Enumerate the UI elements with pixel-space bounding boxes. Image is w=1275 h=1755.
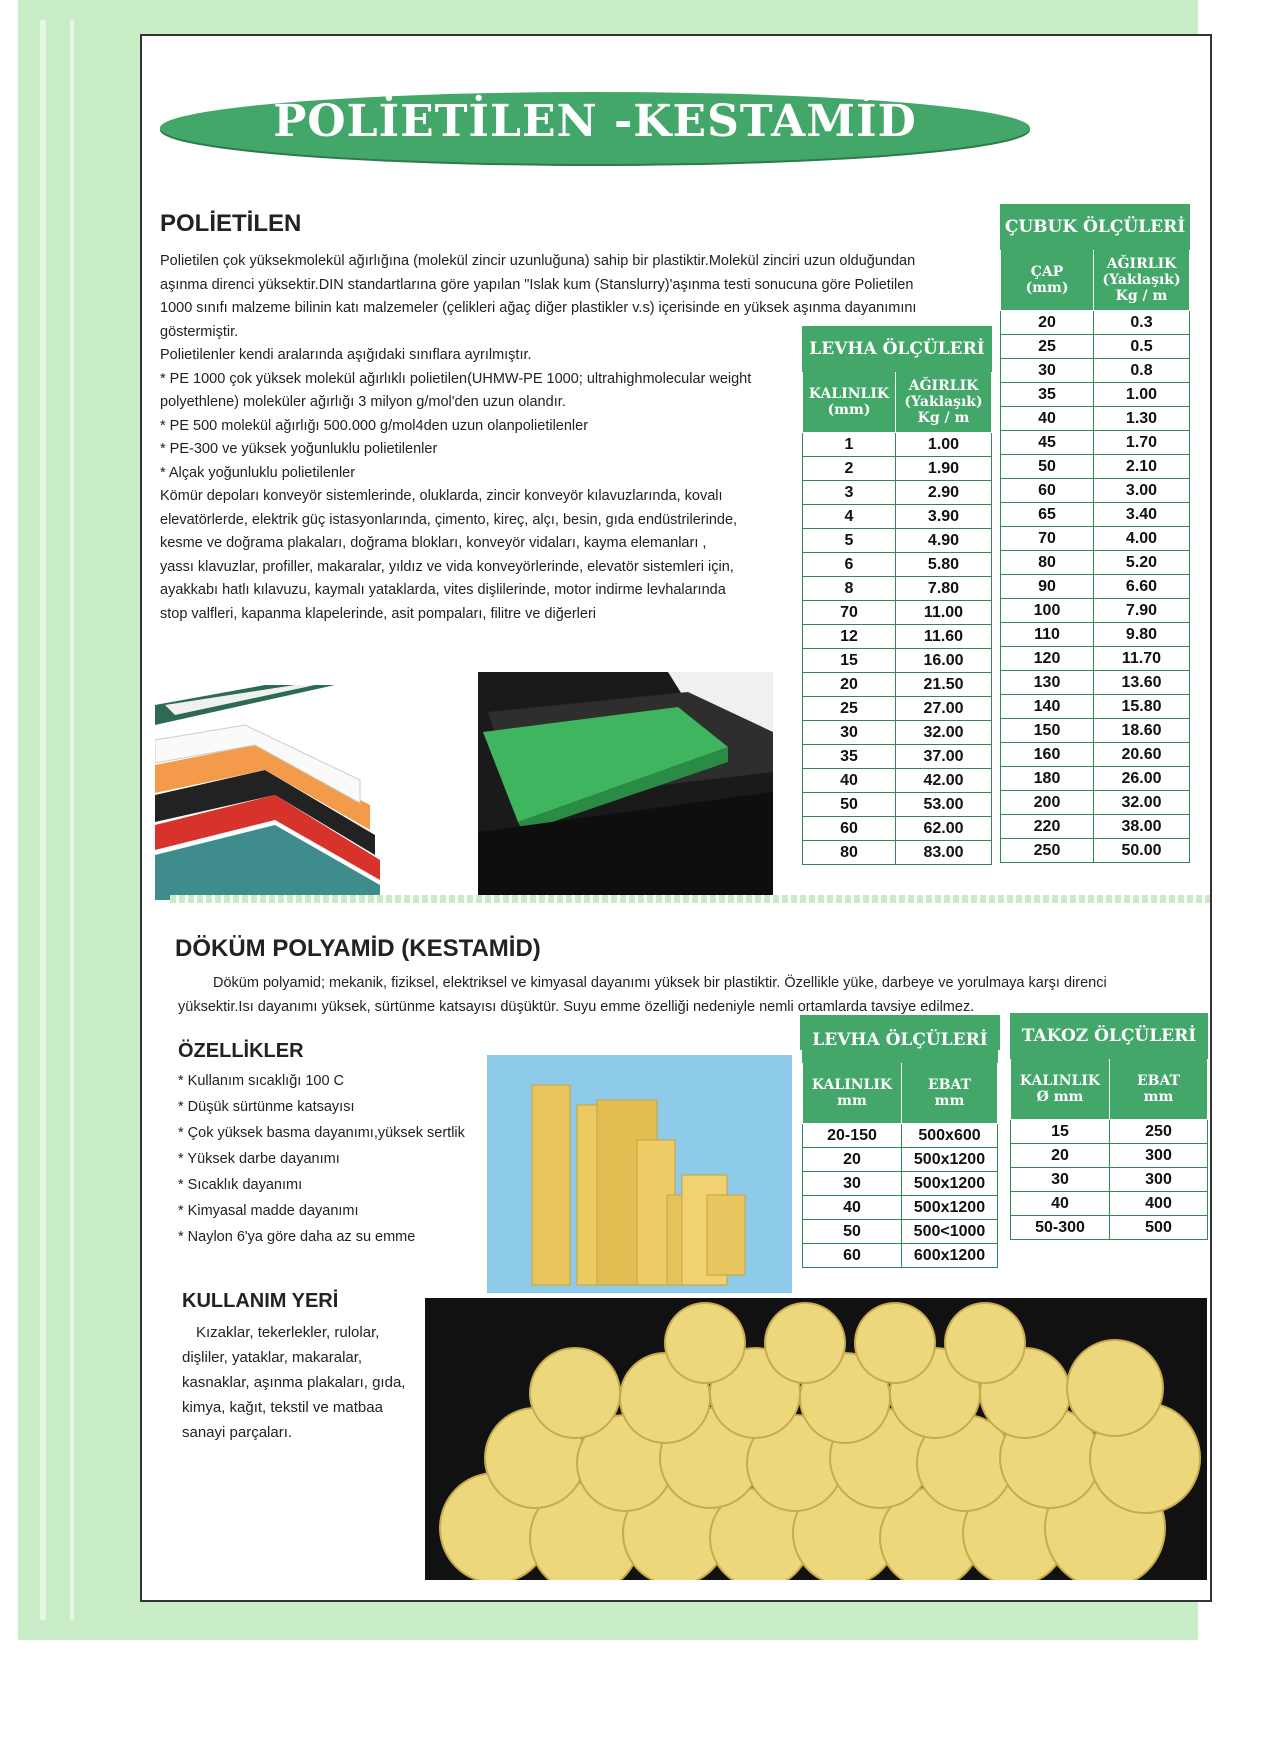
header-line: AĞIRLIK [908,378,979,394]
table-row [1011,1144,1208,1168]
usage-heading: KULLANIM YERİ [182,1290,339,1312]
table-cell: 200 [1001,791,1094,815]
table-cell: 5.80 [896,553,992,577]
text-line: sanayi parçaları. [182,1424,293,1441]
cylinder-end [1067,1340,1163,1436]
text-line: ayakkabı hatlı kılavuzu, kaymalı yataklarda, vites dişlilerinde, motor indirme levhalarında [160,582,726,598]
table-row [1001,551,1190,575]
column-header [1001,250,1094,311]
text-line: Kömür depoları konveyör sistemlerinde, oluklarda, zincir konveyör kılavuzlarında, kovalı [160,488,723,504]
header-line: (Yaklaşık) [1102,272,1181,288]
table-cell: 500 [1110,1216,1208,1240]
table-cell: 7.80 [896,577,992,601]
table-row [803,817,992,841]
header-line: (mm) [827,402,871,418]
table-row [803,1148,998,1172]
cylinder-end [530,1348,620,1438]
table-cell: 60 [803,817,896,841]
text-line: elevatörlerde, elektrik güç istasyonlarında, çimento, kireç, alçı, besin, gıda endüstrilerinde, [160,511,738,528]
table-cell: 0.8 [1094,359,1190,383]
text-line: kesme ve doğrama plakaları, doğrama blokları, konveyör vidaları, kayma elemanları , [160,535,707,551]
table-cell: 30 [803,721,896,745]
header-line: KALINLIK [1019,1073,1101,1089]
header-line: Ø mm [1036,1089,1084,1105]
table-row [803,553,992,577]
table-cell: 32.00 [1094,791,1190,815]
table-row [803,841,992,865]
table-cell: 35 [1001,383,1094,407]
table-cell: 0.5 [1094,335,1190,359]
table-row [803,625,992,649]
table-cell: 50.00 [1094,839,1190,863]
table-row [803,1172,998,1196]
pe-green-sheet-photo [478,672,773,897]
text-line: Kızaklar, tekerlekler, rulolar, [196,1324,380,1341]
table-cell: 1.90 [896,457,992,481]
table-row [1001,743,1190,767]
column-header [803,1063,902,1124]
table-cell: 80 [1001,551,1094,575]
text-line: aşınma direnci yüksektir.DIN standartlarına göre yapılan "Islak kum (Stanslurry)'aşınma testi sonucuna göre Polietilen [160,276,914,293]
page-edge [40,20,46,1620]
table-cell: 20.60 [1094,743,1190,767]
table-caption: LEVHA ÖLÇÜLERİ [803,327,992,372]
table-row [1001,527,1190,551]
table-cell: 6.60 [1094,575,1190,599]
header-line: mm [837,1093,867,1109]
table-row [1011,1216,1208,1240]
table-row [1001,839,1190,863]
table-cell: 65 [1001,503,1094,527]
text-line: yassı klavuzlar, profiller, makaralar, yıldız ve vida konveyörlerinde, elevatör sistemleri için, [160,558,734,575]
table-cell: 500x1200 [902,1172,998,1196]
table-cell: 150 [1001,719,1094,743]
table-row [1001,503,1190,527]
list-item: * Düşük sürtünme katsayısı [178,1094,465,1120]
table-cell: 25 [803,697,896,721]
table-cell: 38.00 [1094,815,1190,839]
header-line: AĞIRLIK [1106,256,1177,272]
table-row [1001,335,1190,359]
table-cell: 9.80 [1094,623,1190,647]
table-cell: 7.90 [1094,599,1190,623]
text-line: * PE-300 ve yüksek yoğunluklu polietilenler [160,441,438,457]
table-row [803,1220,998,1244]
header-line: (mm) [1025,280,1069,296]
table-cell: 15.80 [1094,695,1190,719]
table-row [1001,311,1190,335]
table-cell: 32.00 [896,721,992,745]
text-line: dişliler, yataklar, makaralar, [182,1349,363,1366]
table-cell: 11.70 [1094,647,1190,671]
table-cell: 3.40 [1094,503,1190,527]
table-cell: 50 [1001,455,1094,479]
text-line: * Alçak yoğunluklu polietilenler [160,464,356,481]
table-row [1001,671,1190,695]
header-line: Kg / m [917,410,970,426]
header-line: ÇAP [1030,264,1064,280]
header-line: EBAT [1136,1073,1181,1089]
table-row [1001,767,1190,791]
table-row [803,697,992,721]
table-cell: 60 [1001,479,1094,503]
table-cell: 5.20 [1094,551,1190,575]
table-cell: 90 [1001,575,1094,599]
text-line: polyethlene) moleküler ağırlığı 3 milyon g/mol'den uzun olandır. [160,394,566,410]
table-cell: 40 [803,1196,902,1220]
table-cell: 60 [803,1244,902,1268]
table-cell: 30 [1011,1168,1110,1192]
table-row [1001,455,1190,479]
features-heading: ÖZELLİKLER [178,1040,304,1062]
table-row [803,433,992,457]
table-cell: 250 [1001,839,1094,863]
text-line: yüksektir.Isı dayanımı yüksek, sürtünme katsayısı düşüktür. Suyu emme özelliği nedeniyle nemli ortamlarda tavsiye edilmez. [178,998,975,1015]
table-row [1001,599,1190,623]
header-line: KALINLIK [808,386,890,402]
table-row [1001,383,1190,407]
table-row [1001,719,1190,743]
table-cell: 3.90 [896,505,992,529]
table-cell: 6 [803,553,896,577]
table-row [803,601,992,625]
table-cell: 18.60 [1094,719,1190,743]
table-row [1001,407,1190,431]
table-cell: 20 [1011,1144,1110,1168]
list-item: * Kimyasal madde dayanımı [178,1198,465,1224]
table-cell: 500x1200 [902,1148,998,1172]
table-row [803,457,992,481]
table-row [1001,623,1190,647]
header-line: mm [1143,1089,1174,1105]
pe-sheet-size-table [802,326,992,865]
text-line: Döküm polyamid; mekanik, fiziksel, elektriksel ve kimyasal dayanımı yüksek bir plastiktir. Özellikle yüke, darbeye ve yorulmaya karşı direnci [213,975,1107,991]
table-cell: 2 [803,457,896,481]
header-line: Kg / m [1115,288,1168,304]
table-cell: 15 [1011,1120,1110,1144]
table-row [1001,815,1190,839]
text-line: * PE 1000 çok yüksek molekül ağırlıklı polietilen(UHMW-PE 1000; ultrahighmolecular weight [160,370,752,387]
table-row [803,673,992,697]
list-item: * Kullanım sıcaklığı 100 C [178,1068,465,1094]
table-cell: 500<1000 [902,1220,998,1244]
table-cell: 3.00 [1094,479,1190,503]
text-line: * PE 500 molekül ağırlığı 500.000 g/mol4den uzun olanpolietilenler [160,417,589,434]
table-row [1001,575,1190,599]
column-header [1110,1059,1208,1120]
table-cell: 500x1200 [902,1196,998,1220]
table-cell: 21.50 [896,673,992,697]
table-cell: 20 [1001,311,1094,335]
pe-rod-size-table [1000,204,1190,863]
table-cell: 40 [1001,407,1094,431]
pa-block-size-table [1010,1013,1208,1240]
table-row [1001,359,1190,383]
text-line: kimya, kağıt, tekstil ve matbaa [182,1399,383,1416]
table-cell: 35 [803,745,896,769]
list-item: * Naylon 6'ya göre daha az su emme [178,1224,465,1250]
cylinder-end [855,1303,935,1383]
table-cell: 20 [803,673,896,697]
table-cell: 53.00 [896,793,992,817]
pa-sheet-size-table [802,1017,998,1268]
table-row [803,769,992,793]
header-line: EBAT [927,1077,972,1093]
table-cell: 120 [1001,647,1094,671]
table-cell: 30 [803,1172,902,1196]
table-cell: 160 [1001,743,1094,767]
polietilen-heading: POLİETİLEN [160,210,302,237]
table-row [803,481,992,505]
table-cell: 50 [803,1220,902,1244]
table-cell: 11.00 [896,601,992,625]
table-cell: 4 [803,505,896,529]
table-row [1011,1192,1208,1216]
cylinder-end [765,1303,845,1383]
table-cell: 2.90 [896,481,992,505]
table-cell: 1.00 [896,433,992,457]
table-cell: 1.00 [1094,383,1190,407]
table-cell: 12 [803,625,896,649]
pe-sheets-photo [155,685,380,900]
table-cell: 100 [1001,599,1094,623]
table-cell: 70 [803,601,896,625]
text-line: göstermiştir. [160,323,239,340]
cylinder-end [665,1303,745,1383]
section-divider [170,895,1210,903]
kestamid-heading: DÖKÜM POLYAMİD (KESTAMİD) [175,935,541,962]
table-row [803,529,992,553]
table-cell: 600x1200 [902,1244,998,1268]
pa-rods-photo [487,1055,792,1293]
table-cell: 400 [1110,1192,1208,1216]
table-cell: 1 [803,433,896,457]
column-header [803,372,896,433]
table-cell: 8 [803,577,896,601]
text-line: Polietilenler kendi aralarında aşığıdaki sınıflara ayrılmıştır. [160,347,532,363]
table-row [1001,479,1190,503]
column-header [902,1063,998,1124]
usage-text [182,1320,405,1445]
table-row [803,745,992,769]
table-row [1011,1120,1208,1144]
table-cell: 5 [803,529,896,553]
table-caption: TAKOZ ÖLÇÜLERİ [1011,1014,1208,1059]
table-cell: 70 [1001,527,1094,551]
table-row [1001,695,1190,719]
text-line: kasnaklar, aşınma plakaları, gıda, [182,1374,406,1391]
table-cell: 50 [803,793,896,817]
table-cell: 1.30 [1094,407,1190,431]
table-cell: 62.00 [896,817,992,841]
table-cell: 11.60 [896,625,992,649]
cylinder-end [945,1303,1025,1383]
table-cell: 2.10 [1094,455,1190,479]
text-line: Polietilen çok yüksekmolekül ağırlığına (molekül zincir uzunluğuna) sahip bir plastiktir.Molekül zinciri uzun olduğundan [160,253,916,269]
table-cell: 27.00 [896,697,992,721]
column-header [896,372,992,433]
table-cell: 110 [1001,623,1094,647]
table-cell: 250 [1110,1120,1208,1144]
table-cell: 4.90 [896,529,992,553]
table-cell: 130 [1001,671,1094,695]
table-cell: 80 [803,841,896,865]
table-cell: 40 [1011,1192,1110,1216]
table-cell: 26.00 [1094,767,1190,791]
table-cell: 30 [1001,359,1094,383]
table-cell: 15 [803,649,896,673]
table-row [1001,791,1190,815]
table-cell: 220 [1001,815,1094,839]
kestamid-text [178,972,1107,1019]
table-cell: 37.00 [896,745,992,769]
table-row [803,1196,998,1220]
table-row [803,505,992,529]
table-cell: 500x600 [902,1124,998,1148]
table-cell: 1.70 [1094,431,1190,455]
list-item: * Çok yüksek basma dayanımı,yüksek sertlik [178,1120,465,1146]
table-row [1011,1168,1208,1192]
table-cell: 40 [803,769,896,793]
table-cell: 45 [1001,431,1094,455]
table-row [803,793,992,817]
table-row [1001,431,1190,455]
table-caption: ÇUBUK ÖLÇÜLERİ [1001,205,1190,250]
table-cell: 16.00 [896,649,992,673]
pa-cylinders-photo [425,1298,1207,1580]
header-line: KALINLIK [811,1077,893,1093]
table-cell: 50-300 [1011,1216,1110,1240]
table-cell: 140 [1001,695,1094,719]
text-line: 1000 sınıfı malzeme bilinin katı malzemeler (çelikleri ağaç diğer plastikler v.s) içerisinde en yüksek aşınma dayanımını [160,300,917,316]
text-line: stop valfleri, kapanma klapelerinde, asit pompaları, filitre ve diğerleri [160,605,597,622]
table-row [1001,647,1190,671]
table-cell: 83.00 [896,841,992,865]
table-row [803,721,992,745]
table-cell: 180 [1001,767,1094,791]
table-cell: 300 [1110,1168,1208,1192]
page-edge [70,20,74,1620]
table-cell: 4.00 [1094,527,1190,551]
table-cell: 0.3 [1094,311,1190,335]
list-item: * Sıcaklık dayanımı [178,1172,465,1198]
table-cell: 300 [1110,1144,1208,1168]
table-caption: LEVHA ÖLÇÜLERİ [803,1018,998,1063]
column-header [1011,1059,1110,1120]
header-line: mm [934,1093,965,1109]
header-line: (Yaklaşık) [904,394,983,410]
table-cell: 3 [803,481,896,505]
features-list [178,1068,465,1250]
table-cell: 25 [1001,335,1094,359]
table-row [803,1124,998,1148]
table-row [803,577,992,601]
table-cell: 20-150 [803,1124,902,1148]
column-header [1094,250,1190,311]
table-cell: 42.00 [896,769,992,793]
table-cell: 20 [803,1148,902,1172]
page-title: POLİETİLEN -KESTAMİD [273,96,917,147]
table-row [803,1244,998,1268]
list-item: * Yüksek darbe dayanımı [178,1146,465,1172]
table-cell: 13.60 [1094,671,1190,695]
table-row [803,649,992,673]
